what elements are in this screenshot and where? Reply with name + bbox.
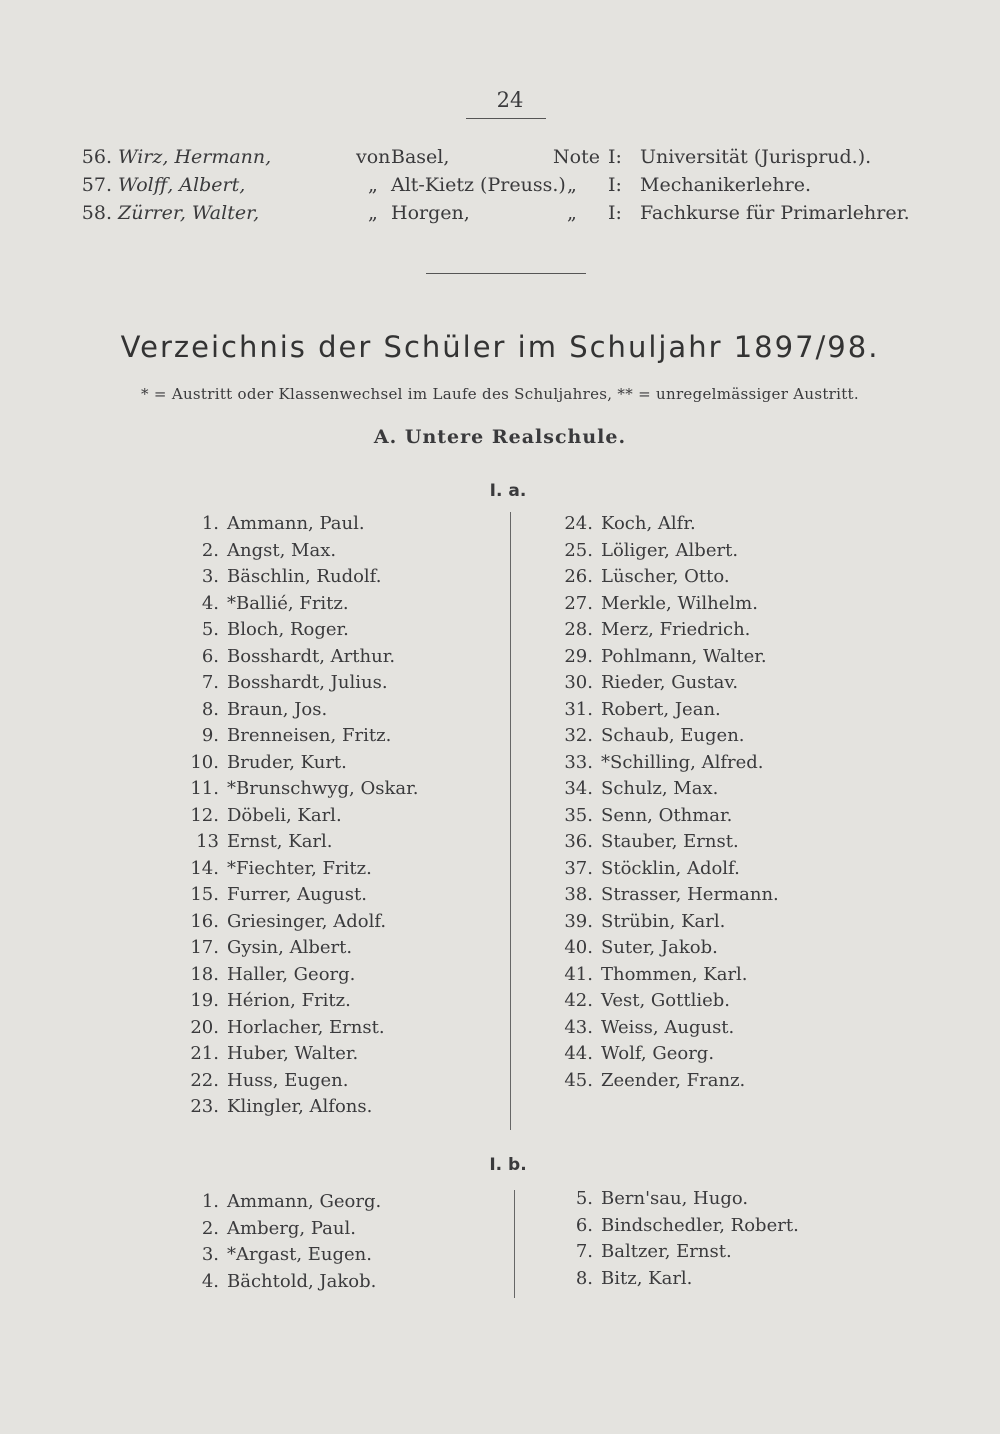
student-name: Döbeli, Karl. xyxy=(227,804,342,826)
student-number: 7. xyxy=(575,1241,593,1262)
class-heading-1b: I. b. xyxy=(489,1155,527,1175)
student-number: 6. xyxy=(201,645,219,667)
student-number: 1. xyxy=(201,1191,219,1212)
student-number: 1. xyxy=(201,513,219,534)
student-number: 2. xyxy=(201,1217,219,1239)
graduate-row xyxy=(0,174,1000,202)
page-title: Verzeichnis der Schüler im Schuljahr 1897/98. xyxy=(120,330,880,364)
section-divider xyxy=(426,273,586,274)
student-name: Schaub, Eugen. xyxy=(601,725,745,746)
student-name: Rieder, Gustav. xyxy=(601,672,739,693)
student-number: 9. xyxy=(201,725,219,746)
student-name: Angst, Max. xyxy=(227,539,337,561)
origin-place: Alt-Kietz (Preuss.) xyxy=(391,174,566,196)
student-name: Amberg, Paul. xyxy=(227,1217,356,1239)
student-name: Baltzer, Ernst. xyxy=(601,1241,732,1262)
student-number: 4. xyxy=(201,1270,219,1292)
student-number: 37. xyxy=(564,857,593,879)
origin-prefix: „ xyxy=(368,202,378,224)
student-number: 8. xyxy=(575,1267,593,1289)
student-number: 44. xyxy=(564,1043,593,1064)
student-number: 27. xyxy=(564,592,593,614)
student-number: 3. xyxy=(201,1244,219,1265)
student-number: 23. xyxy=(190,1096,219,1117)
student-number: 19. xyxy=(190,990,219,1011)
student-number: 29. xyxy=(564,645,593,667)
student-name: Senn, Othmar. xyxy=(601,804,733,826)
student-name: Stauber, Ernst. xyxy=(601,831,739,852)
student-number: 16. xyxy=(190,910,219,932)
section-heading: A. Untere Realschule. xyxy=(373,426,627,448)
student-number: 4. xyxy=(201,592,219,614)
student-number: 17. xyxy=(190,937,219,958)
student-name: Robert, Jean. xyxy=(601,698,721,720)
student-name: Strasser, Hermann. xyxy=(601,884,779,905)
student-name: Bosshardt, Arthur. xyxy=(227,645,396,667)
student-name: Furrer, August. xyxy=(227,884,367,905)
student-number: 41. xyxy=(564,963,593,985)
student-name: Merz, Friedrich. xyxy=(601,619,751,640)
student-number: 7. xyxy=(201,672,219,693)
student-name: Lüscher, Otto. xyxy=(601,566,730,587)
student-number: 12. xyxy=(190,804,219,826)
graduate-name: Wirz, Hermann, xyxy=(118,146,272,168)
graduate-row xyxy=(0,146,1000,174)
student-name: Weiss, August. xyxy=(601,1016,735,1038)
student-name: Bosshardt, Julius. xyxy=(227,672,388,693)
student-name: Ernst, Karl. xyxy=(227,831,333,852)
student-name: Schulz, Max. xyxy=(601,778,719,799)
student-number: 35. xyxy=(564,804,593,826)
ditto-mark: „ xyxy=(567,202,577,224)
graduate-row xyxy=(0,202,1000,230)
destination: Fachkurse für Primarlehrer. xyxy=(640,202,910,224)
student-number: 14. xyxy=(190,857,219,879)
student-name: *Ballié, Fritz. xyxy=(227,592,349,614)
graduate-number: 56. xyxy=(81,146,112,168)
class-heading-1a: I. a. xyxy=(489,481,527,501)
student-name: Merkle, Wilhelm. xyxy=(601,592,758,614)
student-number: 10. xyxy=(190,751,219,773)
student-number: 40. xyxy=(564,937,593,958)
student-name: Strübin, Karl. xyxy=(601,910,726,932)
student-name: Haller, Georg. xyxy=(227,963,356,985)
destination: Mechanikerlehre. xyxy=(640,174,811,196)
student-name: Gysin, Albert. xyxy=(227,937,353,958)
student-number: 42. xyxy=(564,990,593,1011)
student-number: 15. xyxy=(190,884,219,905)
student-number: 26. xyxy=(564,566,593,587)
student-number: 11. xyxy=(190,778,219,799)
origin-prefix: „ xyxy=(368,174,378,196)
student-name: Thommen, Karl. xyxy=(601,963,748,985)
student-name: Huber, Walter. xyxy=(227,1043,359,1064)
graduate-name: Zürrer, Walter, xyxy=(118,202,260,224)
origin-place: Basel, xyxy=(391,146,450,168)
destination: Universität (Jurisprud.). xyxy=(640,146,872,168)
student-name: Braun, Jos. xyxy=(227,698,328,720)
student-number: 2. xyxy=(201,539,219,561)
grade: I: xyxy=(608,174,622,196)
student-number: 3. xyxy=(201,566,219,587)
student-number: 39. xyxy=(564,910,593,932)
student-name: Wolf, Georg. xyxy=(601,1043,715,1064)
student-number: 6. xyxy=(575,1214,593,1236)
student-number: 5. xyxy=(201,619,219,640)
legend-note: * = Austritt oder Klassenwechsel im Laufe des Schuljahres, ** = unregelmässiger Austritt. xyxy=(141,385,859,403)
student-number: 31. xyxy=(564,698,593,720)
student-name: Vest, Gottlieb. xyxy=(601,990,731,1011)
student-number: 8. xyxy=(201,698,219,720)
graduate-number: 58. xyxy=(81,202,112,224)
student-name: Zeender, Franz. xyxy=(601,1069,746,1091)
grade: I: xyxy=(608,146,622,168)
student-number: 33. xyxy=(564,751,593,773)
grade: I: xyxy=(608,202,622,224)
student-name: *Fiechter, Fritz. xyxy=(227,857,372,879)
student-number: 45. xyxy=(564,1069,593,1091)
student-name: *Argast, Eugen. xyxy=(227,1244,372,1265)
student-number: 5. xyxy=(575,1188,593,1209)
student-name: Pohlmann, Walter. xyxy=(601,645,767,667)
student-number: 22. xyxy=(190,1069,219,1091)
page-number: 24 xyxy=(496,88,524,112)
student-name: Bächtold, Jakob. xyxy=(227,1270,377,1292)
column-divider xyxy=(514,1190,515,1298)
student-number: 20. xyxy=(190,1016,219,1038)
student-number: 32. xyxy=(564,725,593,746)
student-name: Koch, Alfr. xyxy=(601,513,696,534)
student-name: Huss, Eugen. xyxy=(227,1069,349,1091)
student-number: 21. xyxy=(190,1043,219,1064)
student-name: Ammann, Georg. xyxy=(227,1191,382,1212)
student-name: Griesinger, Adolf. xyxy=(227,910,387,932)
student-name: Bern'sau, Hugo. xyxy=(601,1188,749,1209)
note-label: Note xyxy=(553,146,600,168)
student-name: Ammann, Paul. xyxy=(227,513,365,534)
origin-place: Horgen, xyxy=(391,202,470,224)
student-name: Bloch, Roger. xyxy=(227,619,349,640)
student-number: 43. xyxy=(564,1016,593,1038)
ditto-mark: „ xyxy=(567,174,577,196)
student-name: Bindschedler, Robert. xyxy=(601,1214,799,1236)
student-number: 34. xyxy=(564,778,593,799)
student-number: 30. xyxy=(564,672,593,693)
student-name: Bruder, Kurt. xyxy=(227,751,347,773)
student-name: Brenneisen, Fritz. xyxy=(227,725,392,746)
header-rule xyxy=(466,118,546,119)
student-number: 38. xyxy=(564,884,593,905)
student-name: Bitz, Karl. xyxy=(601,1267,693,1289)
student-number: 24. xyxy=(564,513,593,534)
student-number: 28. xyxy=(564,619,593,640)
student-name: *Brunschwyg, Oskar. xyxy=(227,778,419,799)
origin-prefix: von xyxy=(356,146,391,168)
student-number: 13 xyxy=(196,831,219,852)
student-number: 18. xyxy=(190,963,219,985)
graduates-list xyxy=(0,146,1000,230)
student-name: Horlacher, Ernst. xyxy=(227,1016,385,1038)
student-name: Stöcklin, Adolf. xyxy=(601,857,740,879)
student-name: Löliger, Albert. xyxy=(601,539,739,561)
student-name: Suter, Jakob. xyxy=(601,937,718,958)
student-number: 25. xyxy=(564,539,593,561)
student-name: Bäschlin, Rudolf. xyxy=(227,566,382,587)
student-name: Klingler, Alfons. xyxy=(227,1096,373,1117)
column-divider xyxy=(510,512,511,1130)
graduate-number: 57. xyxy=(81,174,112,196)
student-number: 36. xyxy=(564,831,593,852)
graduate-name: Wolff, Albert, xyxy=(118,174,246,196)
student-name: Hérion, Fritz. xyxy=(227,990,351,1011)
student-name: *Schilling, Alfred. xyxy=(601,751,764,773)
